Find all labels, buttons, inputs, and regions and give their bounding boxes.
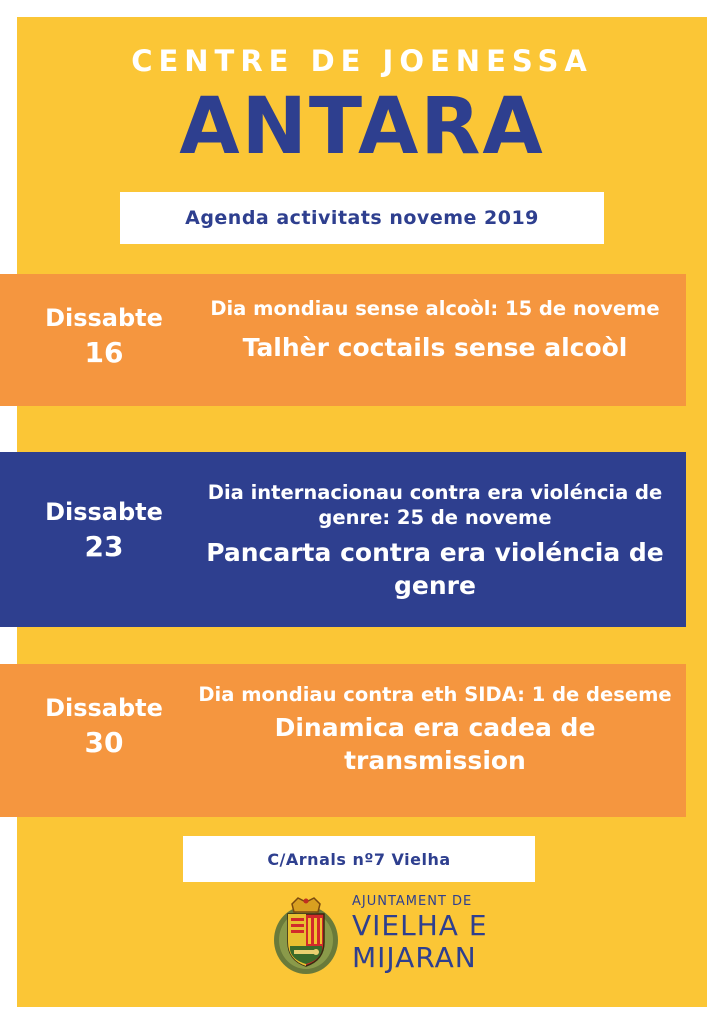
event-subtitle: Dia mondiau contra eth SIDA: 1 de deseme bbox=[198, 683, 672, 706]
event-day-name: Dissabte bbox=[45, 694, 163, 722]
event-day-name: Dissabte bbox=[45, 498, 163, 526]
council-line-3: MIJARAN bbox=[352, 941, 477, 974]
event-band-1 bbox=[0, 274, 686, 406]
event-band-3 bbox=[0, 664, 686, 817]
event-subtitle: Dia mondiau sense alcoòl: 15 de noveme bbox=[210, 297, 660, 320]
event-day-number: 30 bbox=[84, 726, 124, 759]
agenda-label: Agenda activitats noveme 2019 bbox=[185, 207, 539, 229]
council-logo-text bbox=[352, 894, 488, 973]
council-line-1: AJUNTAMENT DE bbox=[352, 894, 473, 909]
centre-title: ANTARA bbox=[179, 82, 545, 172]
event-day-number: 23 bbox=[84, 530, 124, 563]
event-subtitle: Dia internacionau contra era violéncia de genre: 25 de noveme bbox=[207, 481, 663, 529]
event-band-2 bbox=[0, 452, 686, 627]
event-details bbox=[188, 296, 682, 364]
event-date bbox=[22, 304, 186, 369]
event-title: Pancarta contra era violéncia de genre bbox=[206, 538, 664, 600]
event-details bbox=[188, 480, 682, 602]
event-title: Talhèr coctails sense alcoòl bbox=[242, 333, 628, 362]
event-date bbox=[22, 694, 186, 759]
coat-of-arms-icon bbox=[272, 894, 340, 976]
event-day-number: 16 bbox=[84, 336, 124, 369]
event-title: Dinamica era cadea de transmission bbox=[274, 713, 596, 775]
event-day-name: Dissabte bbox=[45, 304, 163, 332]
agenda-banner bbox=[120, 192, 604, 244]
address-label: C/Arnals nº7 Vielha bbox=[267, 849, 451, 869]
address-banner bbox=[183, 836, 535, 882]
council-line-2: VIELHA E bbox=[352, 909, 488, 942]
event-date bbox=[22, 498, 186, 563]
event-details bbox=[188, 682, 682, 777]
centre-subtitle: CENTRE DE JOENESSA bbox=[131, 44, 593, 78]
